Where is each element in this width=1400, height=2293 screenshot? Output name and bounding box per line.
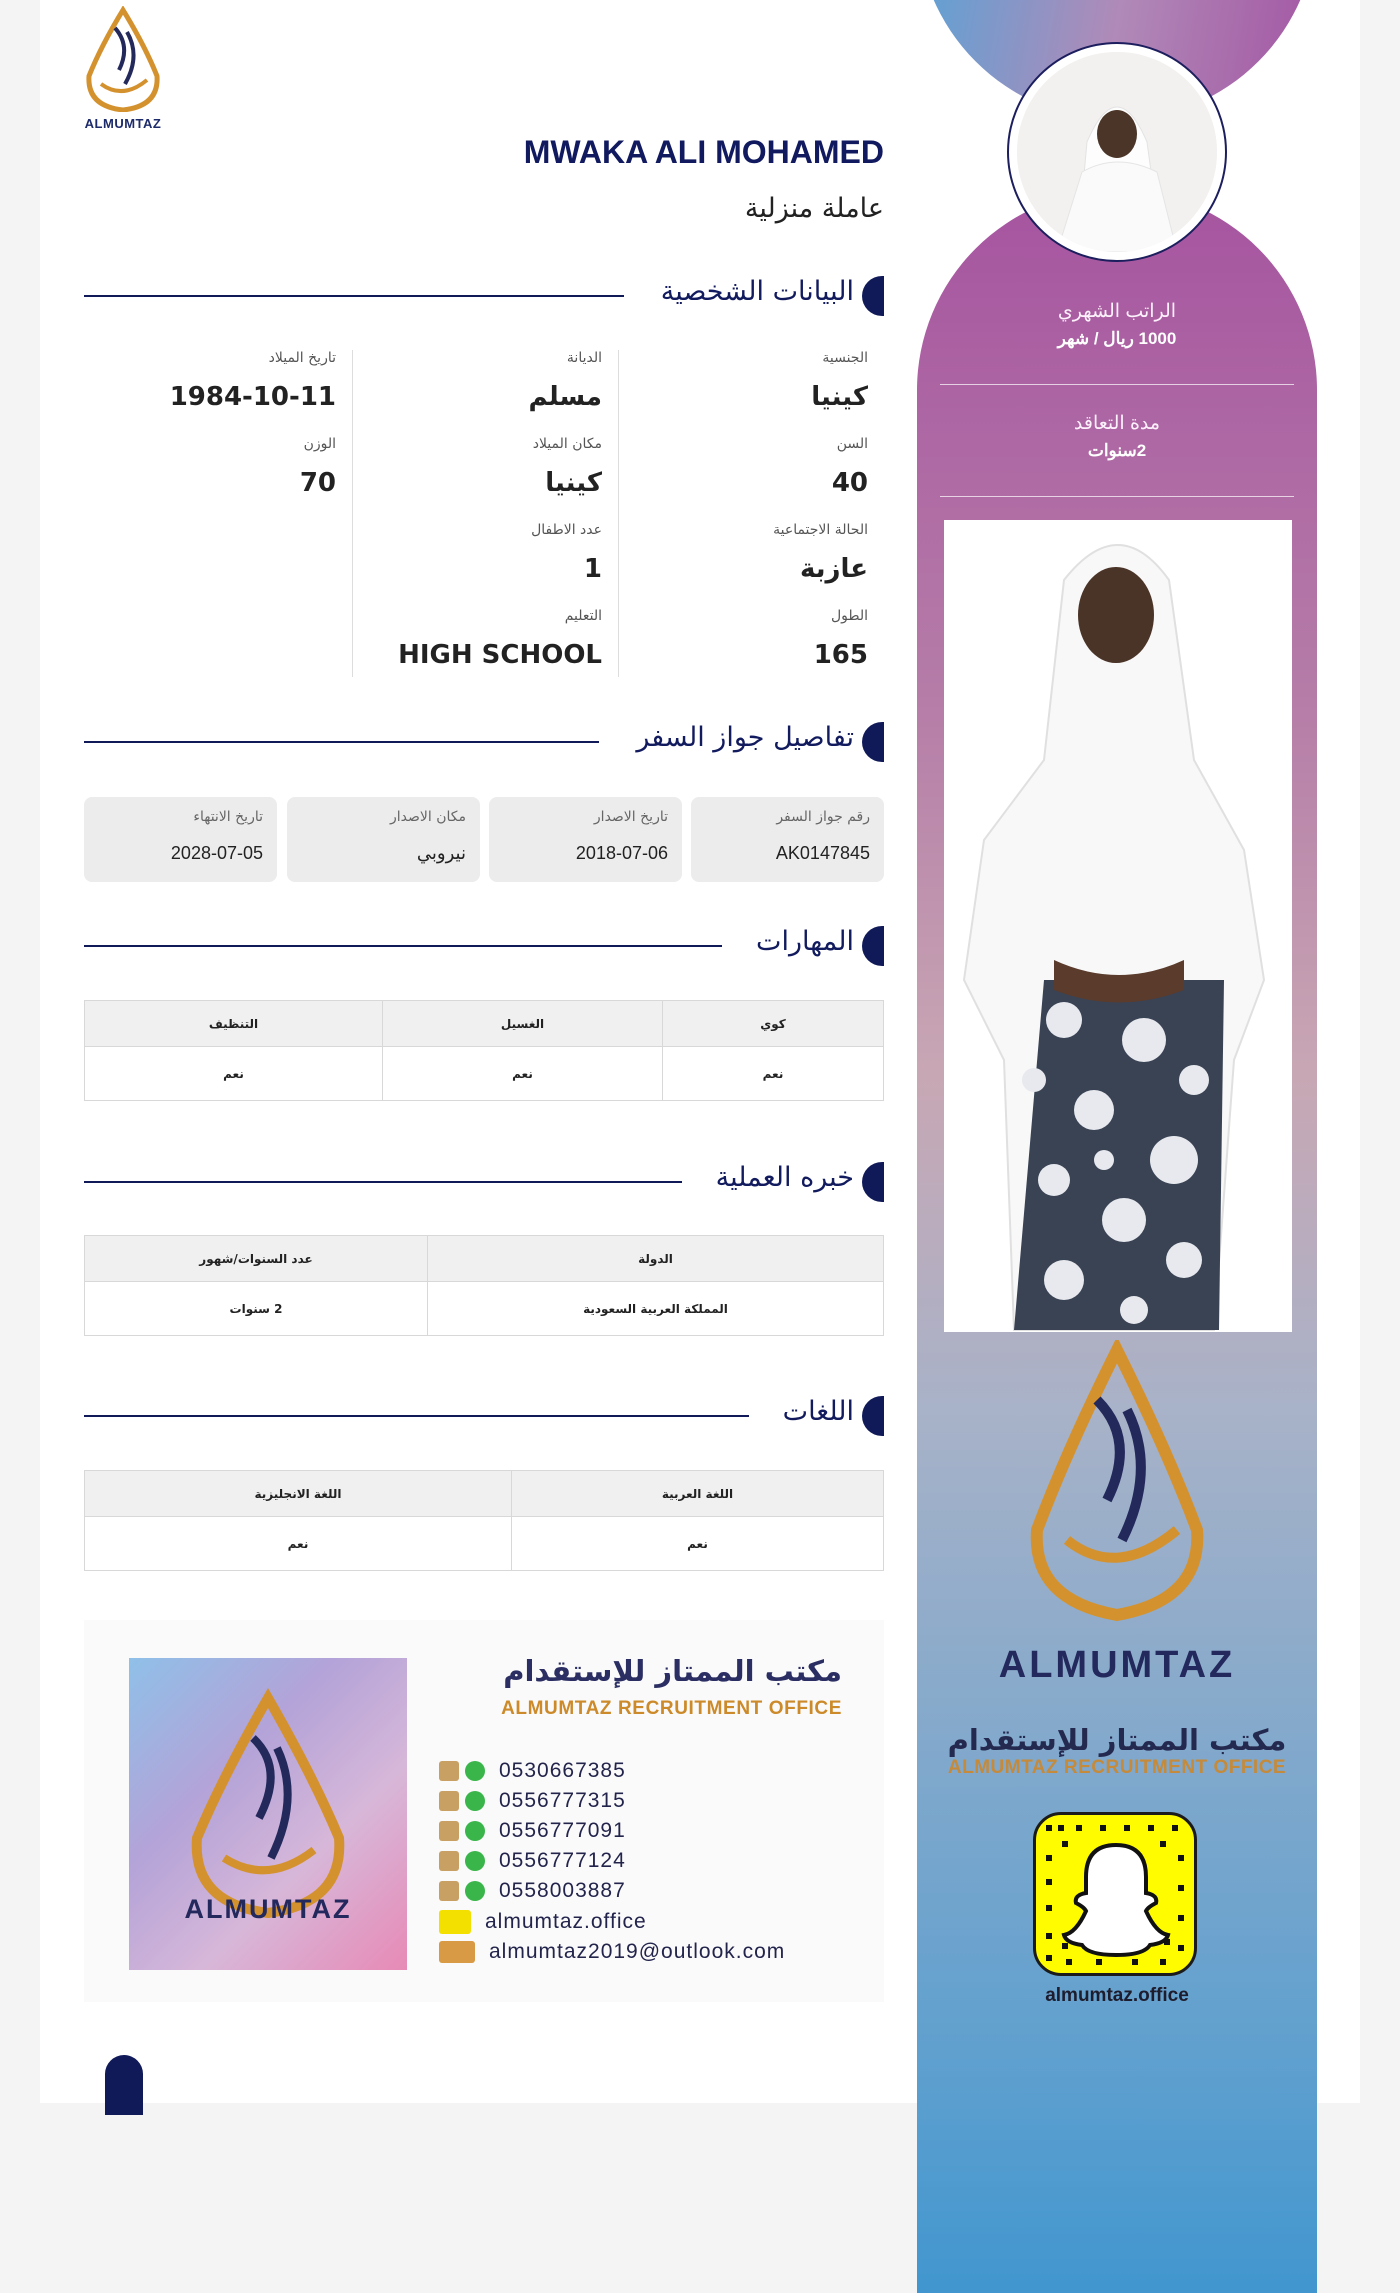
field-label: التعليم [564, 608, 602, 624]
field-value: HIGH SCHOOL [398, 640, 602, 670]
field-label: عدد الاطفال [531, 522, 602, 538]
section-marker [862, 1396, 884, 1436]
divider [940, 384, 1294, 385]
field-weight [300, 436, 336, 498]
field-value: نيروبي [416, 843, 466, 863]
field-children [531, 522, 602, 584]
phone-number[interactable]: 0556777091 [499, 1819, 626, 1842]
phone-icon [439, 1761, 459, 1781]
section-skills [84, 926, 884, 966]
field-value: 1984-10-11 [169, 382, 336, 412]
phone-icon [439, 1851, 459, 1871]
whatsapp-icon [465, 1821, 485, 1841]
snapchat-qr-icon[interactable] [1033, 1812, 1197, 1976]
brand-card-image [129, 1658, 407, 1970]
section-title: خبره العملية [715, 1162, 854, 1193]
field-label: تاريخ الانتهاء [193, 809, 263, 825]
experience-table [84, 1235, 884, 1336]
table-cell: 2 سنوات [85, 1282, 428, 1336]
field-value: 70 [299, 468, 336, 498]
table-cell: نعم [85, 1517, 512, 1571]
phone-icon [439, 1881, 459, 1901]
field-value: 40 [831, 468, 868, 498]
field-label: الجنسية [822, 350, 868, 366]
phone-number[interactable]: 0558003887 [499, 1879, 626, 1902]
phone-row[interactable] [439, 1818, 626, 1844]
table-header: الدولة [428, 1236, 884, 1282]
section-title: المهارات [756, 926, 854, 957]
phone-number[interactable]: 0556777124 [499, 1849, 626, 1872]
table-cell: نعم [383, 1047, 663, 1101]
full-body-photo [944, 520, 1292, 1332]
languages-table [84, 1470, 884, 1571]
field-age [832, 436, 868, 498]
phone-row[interactable] [439, 1758, 626, 1784]
field-birth-place [533, 436, 602, 498]
sidebar-brand [940, 1340, 1294, 1779]
field-label: الديانة [566, 350, 602, 366]
phone-icon [439, 1791, 459, 1811]
field-value: مسلم [528, 382, 602, 412]
passport-issue-date [489, 797, 682, 882]
table-header: الغسيل [383, 1001, 663, 1047]
field-value: كينيا [811, 382, 868, 412]
field-label: تاريخ الميلاد [268, 350, 336, 366]
table-row [85, 1047, 884, 1101]
table-cell: نعم [85, 1047, 383, 1101]
email-row[interactable] [439, 1939, 785, 1965]
phone-row[interactable] [439, 1878, 626, 1904]
table-header: اللغة العربية [512, 1471, 884, 1517]
table-row [85, 1517, 884, 1571]
field-value: عازبة [799, 554, 868, 584]
table-header: اللغة الانجليزية [85, 1471, 512, 1517]
field-birth-date [170, 350, 336, 412]
field-value: كينيا [545, 468, 602, 498]
field-value: 2018-07-06 [575, 843, 668, 863]
phone-row[interactable] [439, 1848, 626, 1874]
field-label: رقم جواز السفر [776, 809, 870, 825]
section-line [84, 741, 599, 743]
field-nationality [811, 350, 868, 412]
whatsapp-icon [465, 1881, 485, 1901]
section-marker [862, 276, 884, 316]
field-label: الطول [830, 608, 868, 624]
candidate-name: MWAKA ALI MOHAMED [523, 134, 884, 170]
field-label: الوزن [303, 436, 336, 452]
field-label: الحالة الاجتماعية [773, 522, 868, 538]
field-label: تاريخ الاصدار [593, 809, 668, 825]
office-name-en: ALMUMTAZ RECRUITMENT OFFICE [947, 1757, 1287, 1778]
field-religion [528, 350, 602, 412]
contract-block [940, 412, 1294, 461]
brand-name: ALMUMTAZ [184, 1894, 352, 1924]
info-column [352, 350, 618, 690]
office-name-ar: مكتب الممتاز للإستقدام [947, 1723, 1287, 1757]
snapchat-row[interactable] [439, 1909, 647, 1935]
table-header-row [85, 1001, 884, 1047]
field-height [814, 608, 868, 670]
table-header: التنظيف [85, 1001, 383, 1047]
section-passport [84, 722, 884, 762]
contract-label: مدة التعاقد [1073, 413, 1161, 434]
section-marker [862, 1162, 884, 1202]
table-cell: نعم [512, 1517, 884, 1571]
section-line [84, 295, 624, 297]
skills-table [84, 1000, 884, 1101]
table-cell: المملكة العربية السعودية [428, 1282, 884, 1336]
email-address[interactable]: almumtaz2019@outlook.com [489, 1940, 786, 1963]
passport-expiry [84, 797, 277, 882]
table-header: عدد السنوات/شهور [85, 1236, 428, 1282]
snapchat-handle[interactable]: almumtaz.office [1045, 1985, 1189, 2006]
mail-icon [439, 1941, 475, 1963]
section-title: اللغات [782, 1396, 854, 1427]
field-label: مكان الميلاد [532, 436, 602, 452]
snapchat-handle[interactable]: almumtaz.office [485, 1910, 647, 1933]
header-logo [78, 6, 168, 131]
passport-issue-place [287, 797, 480, 882]
section-title: البيانات الشخصية [660, 276, 854, 307]
section-line [84, 1415, 749, 1417]
snapchat-icon [439, 1910, 471, 1934]
section-line [84, 1181, 682, 1183]
table-header-row [85, 1471, 884, 1517]
whatsapp-icon [465, 1791, 485, 1811]
field-value: 1 [583, 554, 602, 584]
salary-label: الراتب الشهري [1057, 301, 1177, 322]
table-header: كوي [663, 1001, 884, 1047]
info-column [619, 350, 884, 690]
office-name-en: ALMUMTAZ RECRUITMENT OFFICE [501, 1698, 842, 1719]
section-marker [862, 722, 884, 762]
field-education [398, 608, 602, 670]
personal-info-grid [84, 340, 884, 680]
brand-name-small: ALMUMTAZ [84, 116, 162, 131]
salary-value: 1000 ريال / شهر [1057, 329, 1177, 348]
table-row [85, 1282, 884, 1336]
section-experience [84, 1162, 884, 1202]
table-cell: نعم [663, 1047, 884, 1101]
field-label: السن [836, 436, 868, 452]
section-marker [862, 926, 884, 966]
table-header-row [85, 1236, 884, 1282]
phone-icon [439, 1821, 459, 1841]
whatsapp-icon [465, 1851, 485, 1871]
field-marital [773, 522, 868, 584]
field-value: 2028-07-05 [170, 843, 263, 863]
section-personal [84, 276, 884, 316]
candidate-role: عاملة منزلية [744, 193, 884, 224]
almumtaz-logo-icon [83, 6, 163, 112]
passport-number [691, 797, 884, 882]
phone-number[interactable]: 0556777315 [499, 1789, 626, 1812]
section-line [84, 945, 722, 947]
section-languages [84, 1396, 884, 1436]
contact-card [84, 1620, 884, 2002]
whatsapp-icon [465, 1761, 485, 1781]
field-value: 165 [813, 640, 868, 670]
contract-value: 2سنوات [1087, 441, 1147, 460]
brand-name: ALMUMTAZ [998, 1644, 1236, 1686]
page-marker [105, 2055, 143, 2115]
office-name-ar: مكتب الممتاز للإستقدام [503, 1654, 842, 1688]
almumtaz-logo-icon [1017, 1340, 1217, 1640]
info-column [84, 350, 352, 690]
section-title: تفاصيل جواز السفر [636, 722, 854, 753]
salary-block [940, 300, 1294, 349]
phone-number[interactable]: 0530667385 [499, 1759, 626, 1782]
field-label: مكان الاصدار [390, 809, 466, 825]
phone-row[interactable] [439, 1788, 626, 1814]
divider [940, 496, 1294, 497]
field-value: AK0147845 [775, 843, 870, 863]
